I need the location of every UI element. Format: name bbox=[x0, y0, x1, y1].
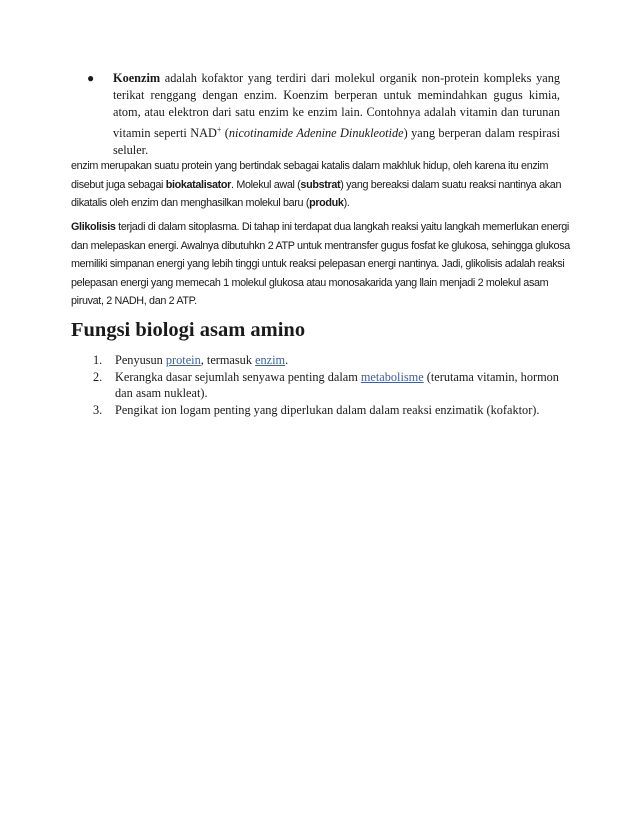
list-item bbox=[93, 352, 563, 369]
p1-text-c: ) yang bereaksi dalam suatu reaksi nantinya akan dikatalis oleh enzim dan menghasilkan molekul baru ( bbox=[71, 178, 562, 210]
list-number: 3. bbox=[93, 402, 103, 417]
term-produk: produk bbox=[309, 197, 344, 210]
list-text: Penyusun bbox=[115, 353, 166, 367]
list-number: 1. bbox=[93, 353, 103, 367]
p1-text-a: enzim merupakan suatu protein yang bertindak sebagai katalis dalam makhluk hidup, oleh karena itu enzim disebut juga sebagai bbox=[71, 160, 549, 191]
term-koenzim: Koenzim bbox=[113, 71, 161, 85]
link-enzim[interactable]: enzim bbox=[255, 353, 286, 367]
p1-text-b: . Molekul awal ( bbox=[231, 178, 301, 191]
bullet-koenzim-text bbox=[90, 70, 560, 159]
list-item bbox=[93, 402, 563, 419]
paragraph-enzim bbox=[71, 157, 571, 213]
term-substrat: substrat bbox=[300, 178, 341, 191]
list-text: Pengikat ion logam penting yang diperlukan dalam dalam reaksi enzimatik (kofaktor). bbox=[115, 402, 540, 417]
p2-text: terjadi di dalam sitoplasma. Di tahap ini terdapat dua langkah reaksi yaitu langkah memerlukan energi dan melepaskan energi. Awalnya dibutuhkn 2 ATP untuk mentransfer gugus fosfat ke glukosa, sehingga glukosa memiliki simpanan energi yang lebih tinggi untuk reaksi pelepasan energi nantinya. Jadi, glikolisis adalah reaksi pelepasan energi yang memecah 1 molekul glukosa atau monosakarida yang llain menjadi 2 molekul asam piruvat, 2 NADH, dan 2 ATP. bbox=[71, 221, 570, 308]
list-text: , termasuk bbox=[200, 353, 256, 367]
list-item bbox=[93, 369, 563, 402]
p1-text-d: ). bbox=[343, 197, 350, 210]
list-text: (terutama vitamin, hormon dan asam nukleat). bbox=[115, 369, 559, 400]
bullet-koenzim bbox=[87, 70, 561, 159]
function-list bbox=[93, 352, 563, 418]
list-text: . bbox=[285, 353, 289, 367]
nad-superscript: + bbox=[216, 125, 222, 134]
list-text: Kerangka dasar sejumlah senyawa penting dalam bbox=[115, 369, 361, 384]
list-number: 2. bbox=[93, 369, 103, 384]
bullet-text-b: ( bbox=[221, 126, 229, 141]
term-glikolisis: Glikolisis bbox=[71, 221, 116, 233]
bullet-dot-icon: ● bbox=[87, 71, 95, 85]
link-metabolisme[interactable]: metabolisme bbox=[360, 369, 424, 384]
link-protein[interactable]: protein bbox=[165, 353, 201, 367]
paragraph-glikolisis bbox=[71, 218, 571, 311]
nad-expansion: nicotinamide Adenine Dinukleotide bbox=[228, 126, 404, 141]
bullet-text-a: adalah kofaktor yang terdiri dari molekul organik non-protein kompleks yang terikat renggang dengan enzim. Koenzim berperan untuk memindahkan gugus kimia, atom, atau elektron dari satu enzim ke enzim lain. Contohnya adalah vitamin dan turunan vitamin seperti NAD bbox=[113, 71, 560, 141]
section-heading: Fungsi biologi asam amino bbox=[71, 319, 306, 341]
bullet-text-c: ) yang berperan dalam respirasi seluler. bbox=[113, 126, 561, 158]
term-biokatalisator: biokatalisator bbox=[165, 178, 232, 191]
